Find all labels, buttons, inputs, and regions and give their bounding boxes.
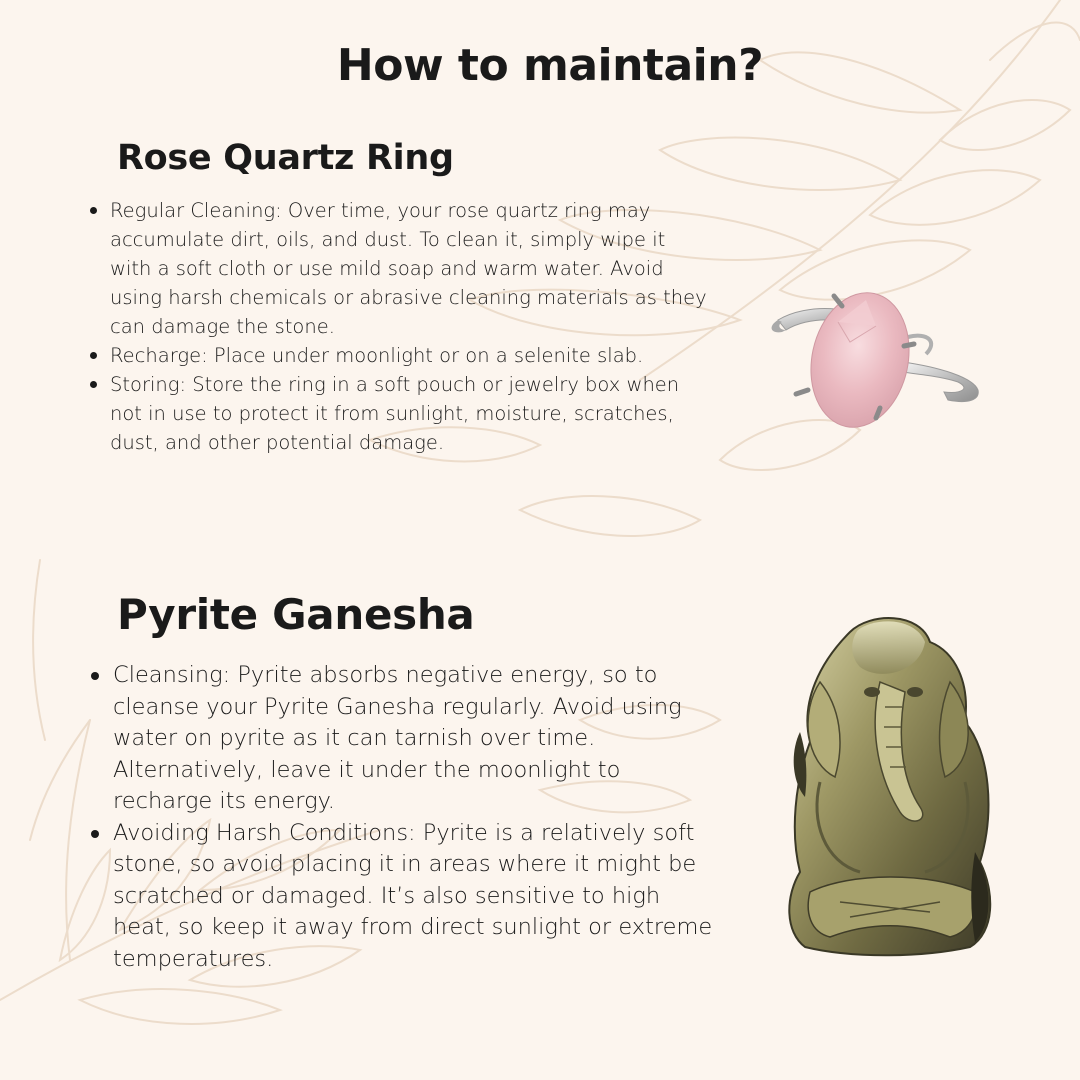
- list-item: Recharge: Place under moonlight or on a selenite slab.: [110, 341, 710, 370]
- list-item: Storing: Store the ring in a soft pouch or jewelry box when not in use to protect it from sunlight, moisture, scratches, dust, and other potential damage.: [110, 370, 710, 457]
- list-item: Avoiding Harsh Conditions: Pyrite is a relatively soft stone, so avoid placing it in areas where it might be scratched or damaged. It’s also sensitive to high heat, so keep it away from direct sunlight or extreme temperatures.: [113, 818, 713, 976]
- rose-quartz-ring-image: [768, 282, 988, 432]
- pyrite-ganesha-care-list: [113, 660, 713, 975]
- pyrite-ganesha-idol-image: [780, 612, 1002, 958]
- rose-quartz-care-list: [110, 196, 710, 457]
- list-item: Regular Cleaning: Over time, your rose quartz ring may accumulate dirt, oils, and dust. To clean it, simply wipe it with a soft cloth or use mild soap and warm water. Avoid using harsh chemicals or abrasive cleaning materials as they can damage the stone.: [110, 196, 710, 341]
- section-title-rose-quartz-ring: Rose Quartz Ring: [117, 138, 454, 178]
- list-item: Cleansing: Pyrite absorbs negative energy, so to cleanse your Pyrite Ganesha regularly. Avoid using water on pyrite as it can tarnish over time. Alternatively, leave it under the moonlight to recharge its energy.: [113, 660, 713, 818]
- section-title-pyrite-ganesha: Pyrite Ganesha: [117, 590, 475, 639]
- page-title: How to maintain?: [336, 40, 764, 91]
